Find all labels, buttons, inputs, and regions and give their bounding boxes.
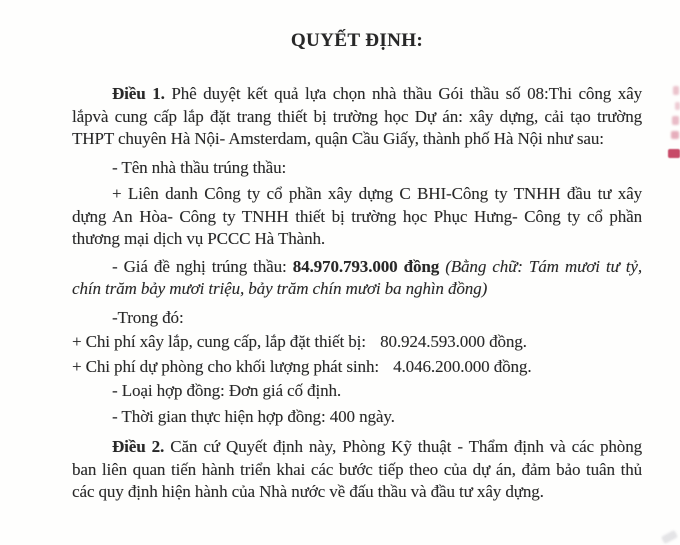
article-2-paragraph <box>72 436 642 504</box>
red-stamp-edge-mark <box>673 86 679 95</box>
bid-price-label: - Giá đề nghị trúng thầu: <box>112 256 287 276</box>
contingency-cost-value: 4.046.200.000 đồng. <box>393 356 532 376</box>
bid-price-in-words: (Bằng chữ: Tám mươi tư tỷ, chín trăm bảy mươi triệu, bảy trăm chín mươi ba nghìn đồng) <box>72 256 642 298</box>
red-stamp-edge-mark <box>672 116 679 125</box>
red-stamp-edge-mark-strong <box>668 149 680 158</box>
article-2-label: Điều 2. <box>112 437 165 456</box>
breakdown-heading-line: -Trong đó: <box>112 307 184 327</box>
contract-type-line: - Loại hợp đồng: Đơn giá cố định. <box>112 381 342 400</box>
contingency-cost-label: + Chi phí dự phòng cho khối lượng phát sinh: <box>72 356 379 376</box>
contingency-cost-line <box>72 356 642 379</box>
construction-cost-value: 80.924.593.000 đồng. <box>380 332 527 351</box>
contractor-heading-line: - Tên nhà thầu trúng thầu: <box>112 157 287 177</box>
bid-price-amount: 84.970.793.000 đồng <box>292 256 440 276</box>
contractor-names-paragraph: + Liên danh Công ty cổ phần xây dựng C BHI-Công ty TNHH đầu tư xây dựng An Hòa- Công ty TNHH thiết bị trường học Phục Hưng- Công ty cổ phần thương mại dịch vụ PCCC Hà Thành. <box>72 184 642 248</box>
construction-cost-label: + Chi phí xây lắp, cung cấp, lắp đặt thiết bị: <box>72 332 366 351</box>
article-1-paragraph <box>72 83 642 151</box>
article-1-label: Điều 1. <box>112 84 165 103</box>
construction-cost-line <box>72 331 642 354</box>
scan-corner-smudge <box>661 530 678 544</box>
document-title: QUYẾT ĐỊNH: <box>290 30 424 51</box>
contract-duration-line: - Thời gian thực hiện hợp đồng: 400 ngày. <box>112 406 395 426</box>
article-2-text: Căn cứ Quyết định này, Phòng Kỹ thuật - Thẩm định và các phòng ban liên quan tiến hành triển khai các bước tiếp theo của dự án, đảm bảo tuân thủ các quy định hiện hành của Nhà nước về đấu thầu và đầu tư xây dựng. <box>72 437 642 501</box>
article-1-text: Phê duyệt kết quả lựa chọn nhà thầu Gói thầu số 08:Thi công xây lắpvà cung cấp lắp đặt trang thiết bị trường học Dự án: xây dựng, cải tạo trường THPT chuyên Hà Nội- Amsterdam, quận Cầu Giấy, thành phố Hà Nội như sau: <box>72 84 642 148</box>
red-stamp-edge-mark <box>675 102 680 110</box>
bid-price-paragraph <box>72 256 642 301</box>
red-stamp-edge-mark <box>671 131 679 139</box>
